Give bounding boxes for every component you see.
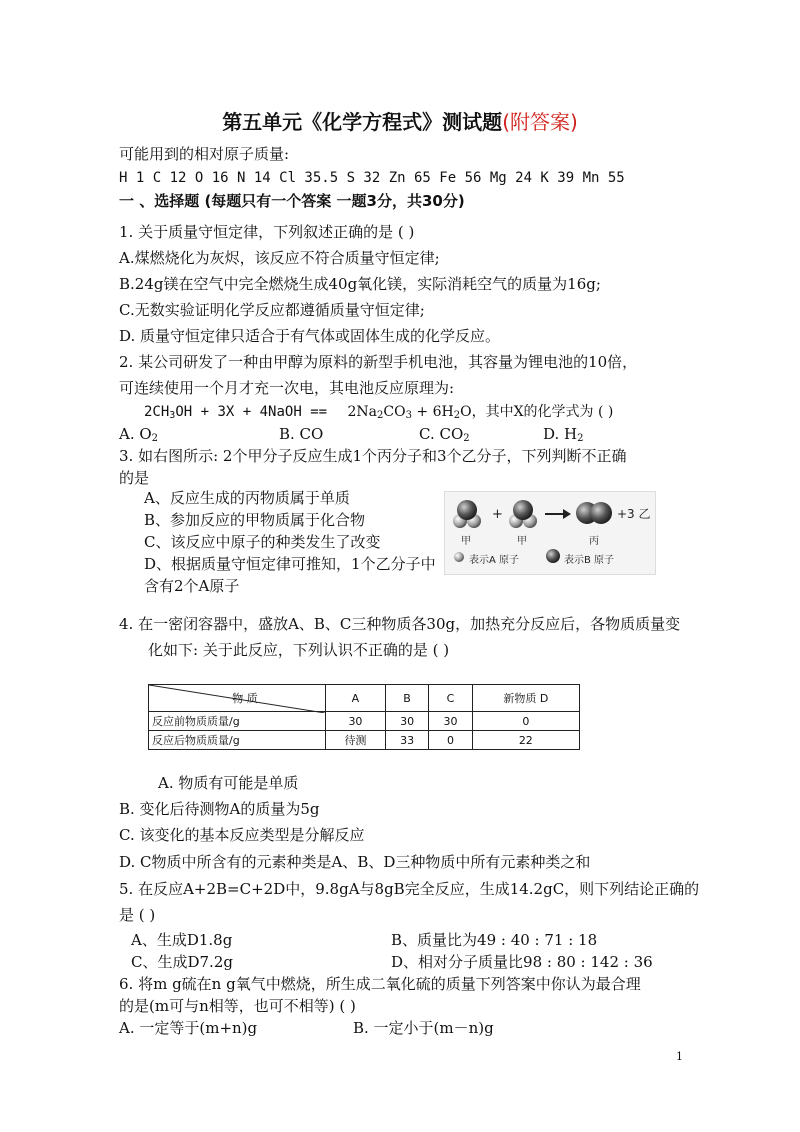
- q3-stem-1: 3. 如右图所示: 2个甲分子反应生成1个丙分子和3个乙分子，下列判断不正确: [119, 447, 627, 465]
- q2-option-d: D. $H_2$: [543, 425, 584, 444]
- table-header-row: [149, 685, 580, 712]
- molecule-reaction-figure: [444, 491, 656, 575]
- q2-option-a: A. $O_2$: [119, 425, 159, 444]
- q5-option-b: B、质量比为49 : 40 : 71 : 18: [391, 931, 598, 949]
- q3-option-b: B、参加反应的甲物质属于化合物: [144, 511, 366, 529]
- section-heading: 一 、选择题 (每题只有一个答案 一题3分，共30分): [119, 192, 465, 210]
- q2-option-b: B. CO: [279, 425, 324, 443]
- molecule-jia-2: [509, 500, 537, 528]
- q4-stem-1: 4. 在一密闭容器中，盛放A、B、C三种物质各30g，加热充分反应后，各物质质量变: [119, 615, 681, 633]
- q3-option-d-2: 含有2个A原子: [144, 577, 240, 595]
- table-cell: 0: [429, 731, 472, 750]
- table-cell: 22: [472, 731, 579, 750]
- q5-option-d: D、相对分子质量比98 : 80 : 142 : 36: [391, 953, 653, 971]
- table-row: [149, 731, 580, 750]
- q2-stem-2: 可连续使用一个月才充一次电，其电池反应原理为:: [119, 379, 455, 397]
- q2-equation-right: $2Na_2CO_3 + 6H_2O$: [347, 404, 472, 421]
- figure-plus-three-yi: +3 乙: [617, 507, 651, 521]
- mass-change-table: [148, 684, 580, 750]
- q4-stem-2: 化如下: 关于此反应，下列认识不正确的是 ( ): [148, 641, 450, 659]
- q3-option-c: C、该反应中原子的种类发生了改变: [144, 533, 381, 551]
- page-number: 1: [676, 1050, 683, 1063]
- title-suffix: (附答案): [502, 110, 578, 134]
- q5-option-c: C、生成D7.2g: [131, 953, 233, 971]
- q6-stem-2: 的是(m可与n相等，也可不相等) ( ): [119, 997, 356, 1015]
- atom-a-legend-icon: [454, 552, 464, 562]
- figure-legend-b: 表示B 原子: [564, 555, 615, 566]
- figure-label-jia-1: 甲: [461, 536, 471, 547]
- title-main: 第五单元《化学方程式》测试题: [222, 110, 503, 134]
- table-corner-label: 物 质: [232, 692, 258, 705]
- figure-plus: +: [492, 507, 503, 522]
- q5-option-a: A、生成D1.8g: [131, 931, 233, 949]
- q4-option-a: A. 物质有可能是单质: [158, 774, 299, 792]
- table-cell: 30: [326, 712, 386, 731]
- q3-option-d-1: D、根据质量守恒定律可推知，1个乙分子中: [144, 555, 436, 573]
- figure-label-jia-2: 甲: [517, 536, 527, 547]
- q1-option-b: B.24g镁在空气中完全燃烧生成40g氧化镁，实际消耗空气的质量为16g;: [119, 275, 601, 293]
- figure-label-bing: 丙: [589, 536, 599, 547]
- q1-stem: 1. 关于质量守恒定律，下列叙述正确的是 ( ): [119, 223, 415, 241]
- q5-stem-2: 是 ( ): [119, 906, 156, 924]
- q2-equation-tail: ，其中X的化学式为 ( ): [471, 404, 614, 420]
- table-cell: 待测: [326, 731, 386, 750]
- table-cell: 30: [429, 712, 472, 731]
- table-cell: 0: [472, 712, 579, 731]
- table-corner-cell: [149, 685, 326, 712]
- q3-option-a: A、反应生成的丙物质属于单质: [144, 489, 350, 507]
- q2-equation: [144, 402, 613, 426]
- molecule-jia-1: [453, 500, 481, 528]
- q2-option-c: C. $CO_2$: [419, 425, 470, 444]
- intro-atomic-masses: H 1 C 12 O 16 N 14 Cl 35.5 S 32 Zn 65 Fe 56 Mg 24 K 39 Mn 55: [119, 170, 625, 186]
- q5-stem-1: 5. 在反应A+2B=C+2D中，9.8gA与8gB完全反应，生成14.2gC，则下列结论正确的: [119, 880, 700, 898]
- figure-legend-a: 表示A 原子: [469, 555, 520, 566]
- table-header-d: 新物质 D: [472, 685, 579, 712]
- q6-stem-1: 6. 将m g硫在n g氧气中燃烧，所生成二氧化硫的质量下列答案中你认为最合理: [119, 975, 641, 993]
- table-row-label: 反应前物质质量/g: [149, 712, 326, 731]
- atom-b-legend-icon: [546, 549, 560, 563]
- table-row-label: 反应后物质质量/g: [149, 731, 326, 750]
- q4-option-c: C. 该变化的基本反应类型是分解反应: [119, 826, 365, 844]
- q4-option-b: B. 变化后待测物A的质量为5g: [119, 800, 320, 818]
- table-header-b: B: [385, 685, 428, 712]
- table-header-a: A: [326, 685, 386, 712]
- table-header-c: C: [429, 685, 472, 712]
- molecule-bing: [576, 502, 612, 524]
- q2-stem-1: 2. 某公司研发了一种由甲醇为原料的新型手机电池，其容量为锂电池的10倍，: [119, 353, 638, 371]
- table-cell: 30: [385, 712, 428, 731]
- q1-option-a: A.煤燃烧化为灰烬，该反应不符合质量守恒定律;: [119, 249, 440, 267]
- page-title: [0, 106, 800, 135]
- table-cell: 33: [385, 731, 428, 750]
- q3-stem-2: 的是: [119, 469, 150, 487]
- q4-option-d: D. C物质中所含有的元素种类是A、B、D三种物质中所有元素种类之和: [119, 853, 591, 871]
- q1-option-d: D. 质量守恒定律只适合于有气体或固体生成的化学反应。: [119, 327, 501, 345]
- q1-option-c: C.无数实验证明化学反应都遵循质量守恒定律;: [119, 301, 425, 319]
- intro-line-1: 可能用到的相对原子质量:: [119, 145, 290, 163]
- q6-option-b: B. 一定小于(m－n)g: [353, 1019, 494, 1037]
- q2-equation-left: $2CH_3OH + 3X$ + 4NaOH ==: [144, 404, 328, 421]
- q6-option-a: A. 一定等于(m+n)g: [119, 1019, 258, 1037]
- table-row: [149, 712, 580, 731]
- arrow-icon: [545, 509, 571, 519]
